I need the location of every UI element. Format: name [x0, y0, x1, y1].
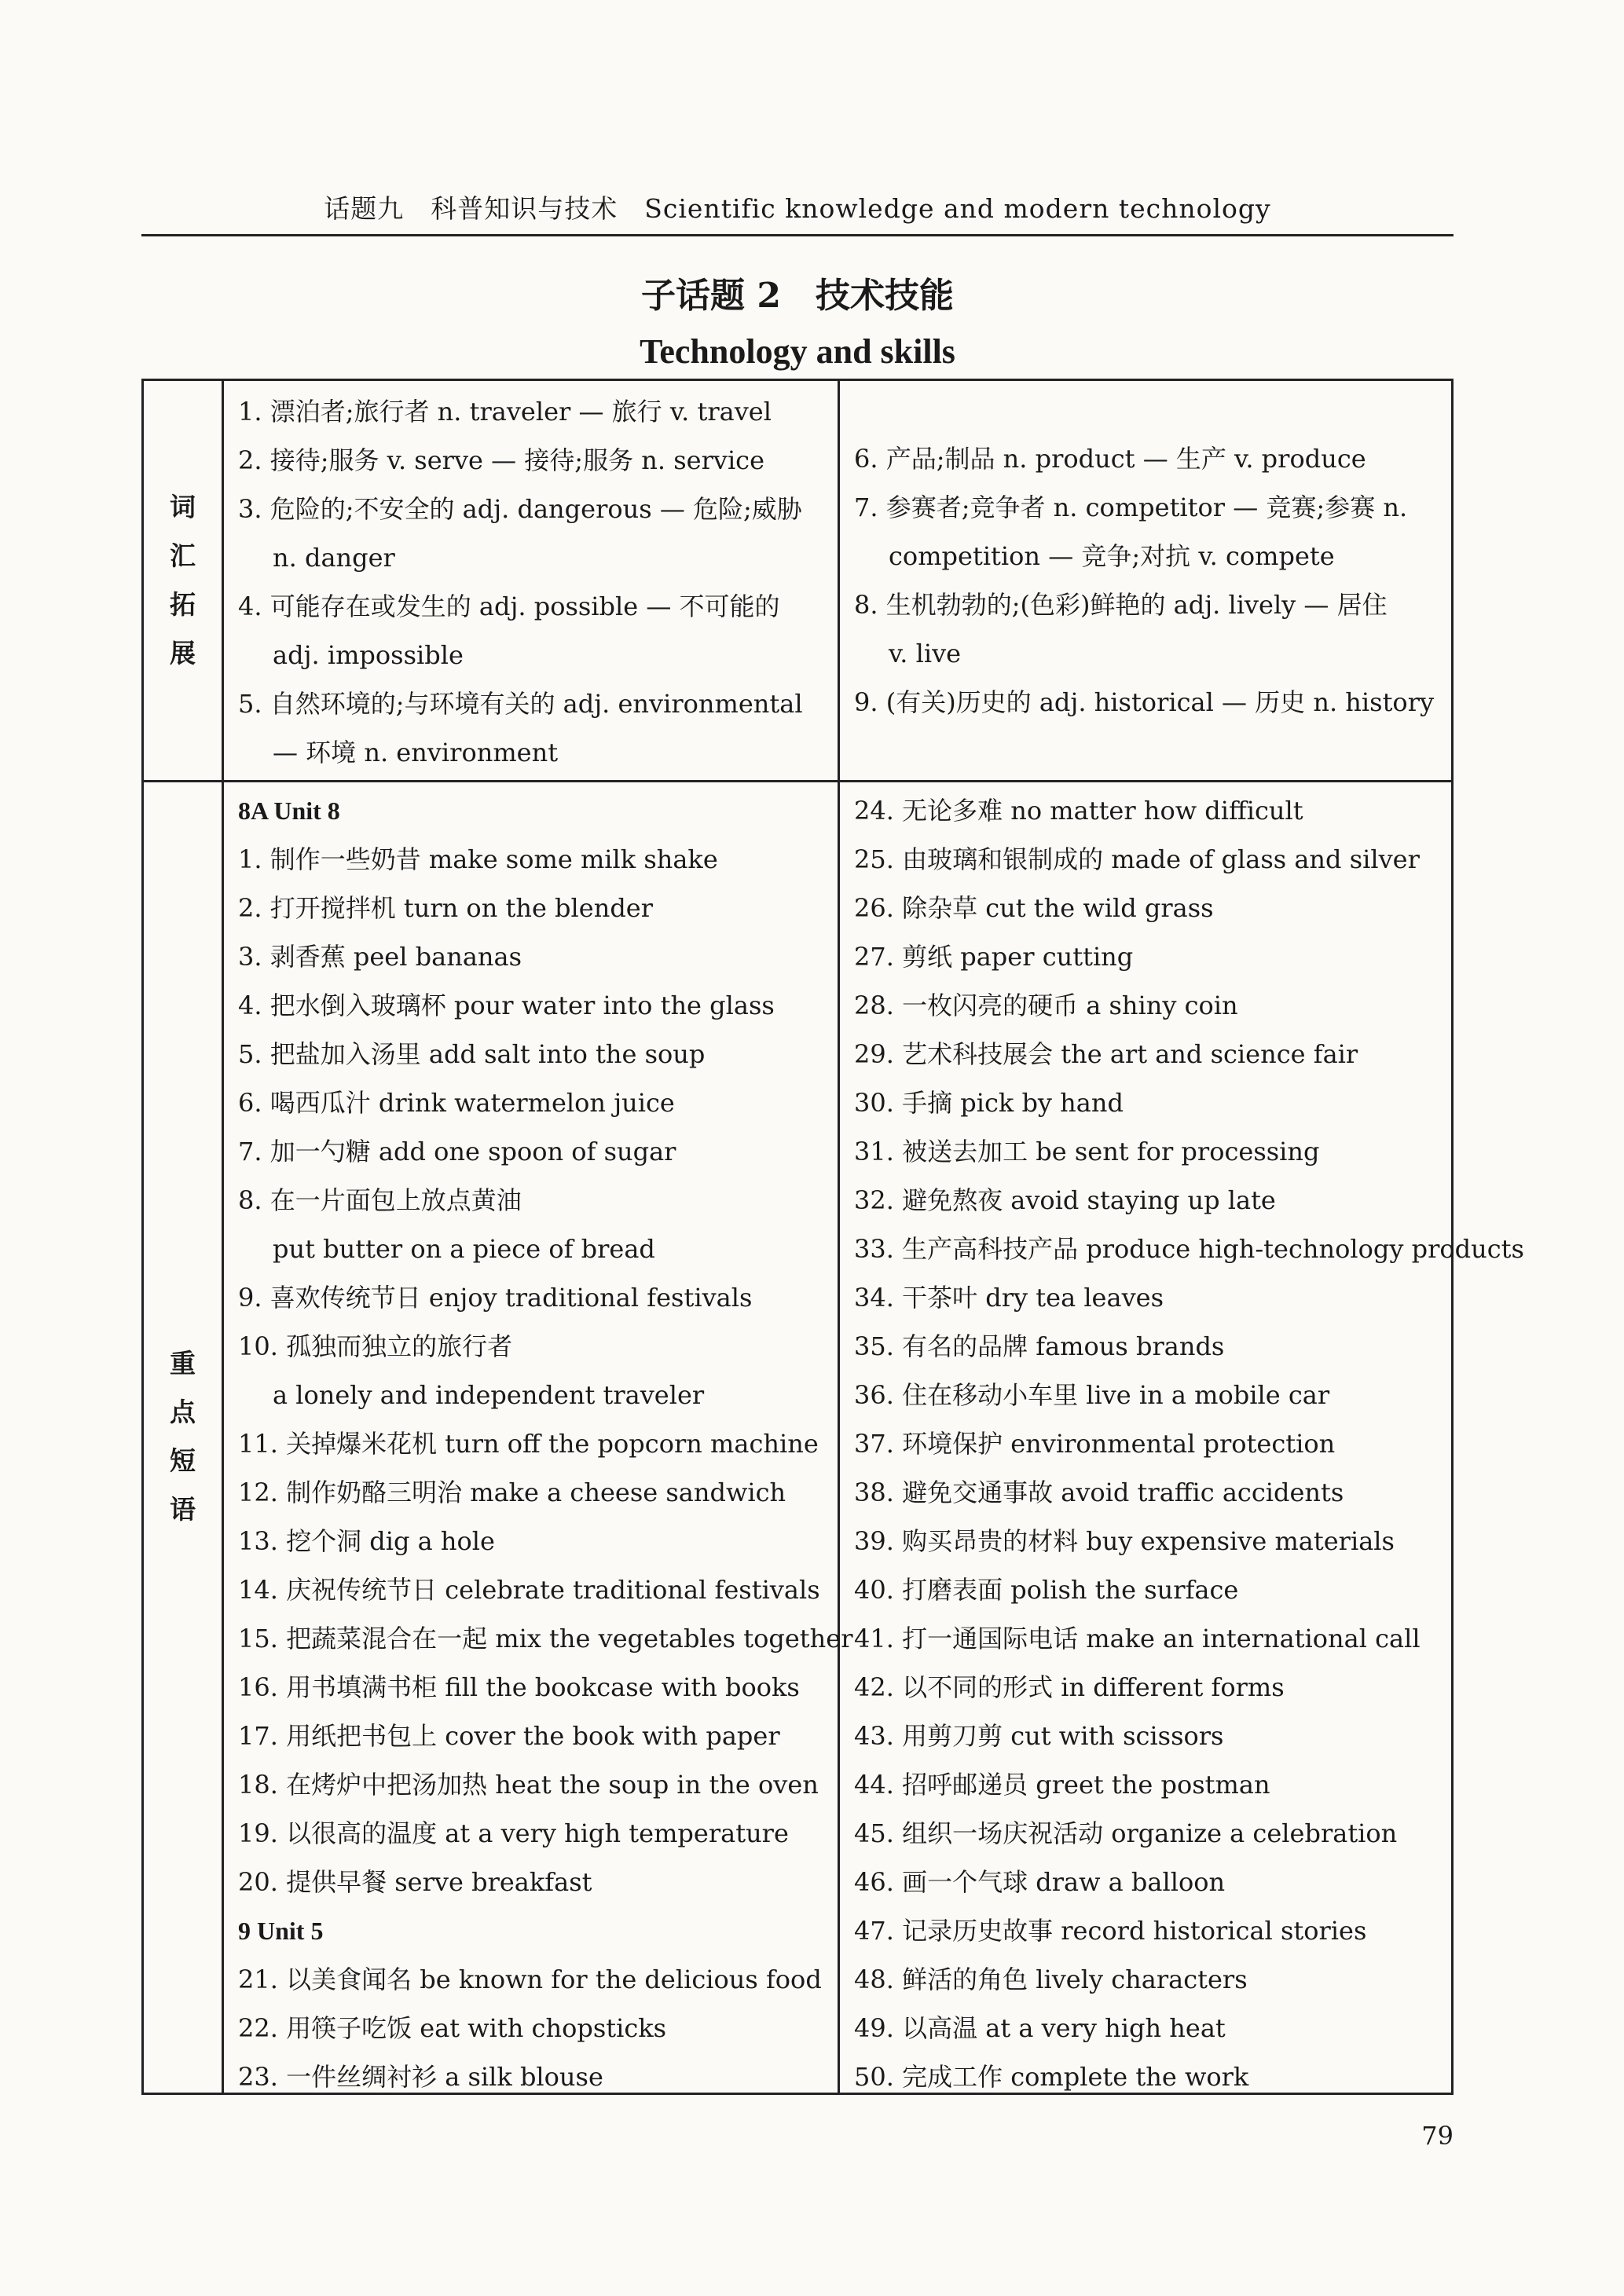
- phrase-item: 25. 由玻璃和银制成的 made of glass and silver: [854, 844, 1420, 874]
- phrase-item: 15. 把蔬菜混合在一起 mix the vegetables together: [238, 1624, 853, 1653]
- key-phrases-section: [144, 780, 1524, 2093]
- label-char: 语: [170, 1493, 196, 1525]
- vocab-item-continuation: — 环境 n. environment: [273, 738, 559, 767]
- phrase-item: 10. 孤独而独立的旅行者: [238, 1331, 513, 1361]
- phrase-item: 8. 在一片面包上放点黄油: [238, 1185, 522, 1215]
- phrase-item: 28. 一枚闪亮的硬币 a shiny coin: [854, 991, 1238, 1020]
- vocab-table: [141, 379, 1524, 2095]
- phrase-item: 50. 完成工作 complete the work: [854, 2062, 1249, 2092]
- key-phrases-label: [144, 780, 224, 2093]
- vocab-expansion-section: [144, 381, 1451, 782]
- phrase-item: 5. 把盐加入汤里 add salt into the soup: [238, 1039, 706, 1069]
- label-char: 词: [170, 492, 196, 522]
- phrase-item: 27. 剪纸 paper cutting: [854, 942, 1134, 972]
- phrase-item: 18. 在烤炉中把汤加热 heat the soup in the oven: [238, 1770, 819, 1800]
- subtopic-title-en: Technology and skills: [640, 332, 955, 371]
- vocab-item-continuation: adj. impossible: [273, 640, 464, 670]
- vocab-item: 5. 自然环境的;与环境有关的 adj. environmental: [238, 689, 803, 719]
- phrase-item: 45. 组织一场庆祝活动 organize a celebration: [854, 1818, 1398, 1848]
- phrase-item: 1. 制作一些奶昔 make some milk shake: [238, 844, 718, 874]
- phrase-item: 13. 挖个洞 dig a hole: [238, 1526, 495, 1556]
- label-char: 拓: [170, 589, 196, 620]
- phrase-item: 17. 用纸把书包上 cover the book with paper: [238, 1721, 780, 1751]
- phrase-item: 42. 以不同的形式 in different forms: [854, 1672, 1285, 1702]
- phrase-item: 2. 打开搅拌机 turn on the blender: [238, 893, 654, 923]
- vocab-item: 8. 生机勃勃的;(色彩)鲜艳的 adj. lively — 居住: [854, 590, 1388, 620]
- vocab-left-column: [224, 381, 840, 780]
- phrase-item: 31. 被送去加工 be sent for processing: [854, 1137, 1320, 1166]
- label-char: 展: [170, 638, 196, 668]
- phrase-item: 9. 喜欢传统节日 enjoy traditional festivals: [238, 1283, 753, 1313]
- unit-heading: 9 Unit 5: [238, 1917, 324, 1945]
- phrase-item: 39. 购买昂贵的材料 buy expensive materials: [854, 1526, 1395, 1556]
- phrase-item: 40. 打磨表面 polish the surface: [854, 1575, 1239, 1605]
- label-char: 重: [170, 1347, 196, 1379]
- phrase-item: 36. 住在移动小车里 live in a mobile car: [854, 1380, 1330, 1410]
- phrase-item: 6. 喝西瓜汁 drink watermelon juice: [238, 1088, 675, 1118]
- phrase-item: 44. 招呼邮递员 greet the postman: [854, 1770, 1270, 1800]
- label-char: 短: [170, 1445, 196, 1476]
- phrase-item: 49. 以高温 at a very high heat: [854, 2013, 1226, 2043]
- phrases-right-column: [840, 780, 1524, 2093]
- vocab-item: 6. 产品;制品 n. product — 生产 v. produce: [854, 444, 1366, 474]
- phrase-item: 29. 艺术科技展会 the art and science fair: [854, 1039, 1358, 1069]
- phrase-item: 48. 鲜活的角色 lively characters: [854, 1965, 1248, 1994]
- phrase-item: 30. 手摘 pick by hand: [854, 1088, 1124, 1118]
- unit-heading: 8A Unit 8: [238, 796, 340, 825]
- vocab-item: 4. 可能存在或发生的 adj. possible — 不可能的: [238, 591, 780, 621]
- phrase-item: 16. 用书填满书柜 fill the bookcase with books: [238, 1672, 800, 1702]
- page-number: 79: [1421, 2121, 1454, 2151]
- phrase-item-continuation: put butter on a piece of bread: [273, 1234, 655, 1264]
- vocab-item: 3. 危险的;不安全的 adj. dangerous — 危险;威胁: [238, 494, 802, 524]
- vocab-item-continuation: n. danger: [273, 543, 395, 573]
- vocab-item: 2. 接待;服务 v. serve — 接待;服务 n. service: [238, 445, 765, 475]
- phrase-item: 22. 用筷子吃饭 eat with chopsticks: [238, 2013, 667, 2043]
- phrase-item: 34. 干茶叶 dry tea leaves: [854, 1283, 1164, 1313]
- phrase-item-continuation: a lonely and independent traveler: [273, 1380, 705, 1410]
- vocab-item: 1. 漂泊者;旅行者 n. traveler — 旅行 v. travel: [238, 397, 772, 427]
- vocab-item-continuation: competition — 竞争;对抗 v. compete: [889, 541, 1335, 571]
- phrase-item: 43. 用剪刀剪 cut with scissors: [854, 1721, 1224, 1751]
- phrase-item: 14. 庆祝传统节日 celebrate traditional festivals: [238, 1575, 820, 1605]
- phrase-item: 12. 制作奶酪三明治 make a cheese sandwich: [238, 1478, 786, 1507]
- vocab-right-column: [840, 381, 1451, 780]
- phrase-item: 20. 提供早餐 serve breakfast: [238, 1867, 592, 1897]
- phrase-item: 35. 有名的品牌 famous brands: [854, 1331, 1225, 1361]
- phrase-item: 33. 生产高科技产品 produce high-technology products: [854, 1234, 1524, 1264]
- phrase-item: 47. 记录历史故事 record historical stories: [854, 1916, 1367, 1946]
- running-head: 话题九 科普知识与技术 Scientific knowledge and modern technology: [324, 193, 1271, 224]
- label-char: 汇: [170, 540, 196, 571]
- phrase-item: 32. 避免熬夜 avoid staying up late: [854, 1185, 1276, 1215]
- label-char: 点: [170, 1396, 196, 1427]
- phrase-item: 7. 加一勺糖 add one spoon of sugar: [238, 1137, 676, 1166]
- vocab-item: 7. 参赛者;竞争者 n. competitor — 竞赛;参赛 n.: [854, 493, 1408, 522]
- vocab-expansion-label: [144, 381, 224, 780]
- phrases-left-column: [224, 780, 853, 2093]
- vocab-item-continuation: v. live: [889, 639, 962, 668]
- phrase-item: 11. 关掉爆米花机 turn off the popcorn machine: [238, 1429, 819, 1459]
- phrase-item: 24. 无论多难 no matter how difficult: [854, 796, 1303, 826]
- phrase-item: 23. 一件丝绸衬衫 a silk blouse: [238, 2062, 603, 2092]
- header-rule: [141, 234, 1454, 236]
- phrase-item: 4. 把水倒入玻璃杯 pour water into the glass: [238, 991, 775, 1020]
- phrase-item: 21. 以美食闻名 be known for the delicious food: [238, 1965, 822, 1994]
- phrase-item: 26. 除杂草 cut the wild grass: [854, 893, 1214, 923]
- phrase-item: 38. 避免交通事故 avoid traffic accidents: [854, 1478, 1344, 1507]
- phrase-item: 3. 剥香蕉 peel bananas: [238, 942, 522, 972]
- phrase-item: 41. 打一通国际电话 make an international call: [854, 1624, 1421, 1653]
- phrase-item: 19. 以很高的温度 at a very high temperature: [238, 1818, 789, 1848]
- vocab-item: 9. (有关)历史的 adj. historical — 历史 n. history: [854, 687, 1435, 717]
- subtopic-title-cn: 子话题 2 技术技能: [641, 276, 954, 316]
- phrase-item: 37. 环境保护 environmental protection: [854, 1429, 1336, 1459]
- phrase-item: 46. 画一个气球 draw a balloon: [854, 1867, 1226, 1897]
